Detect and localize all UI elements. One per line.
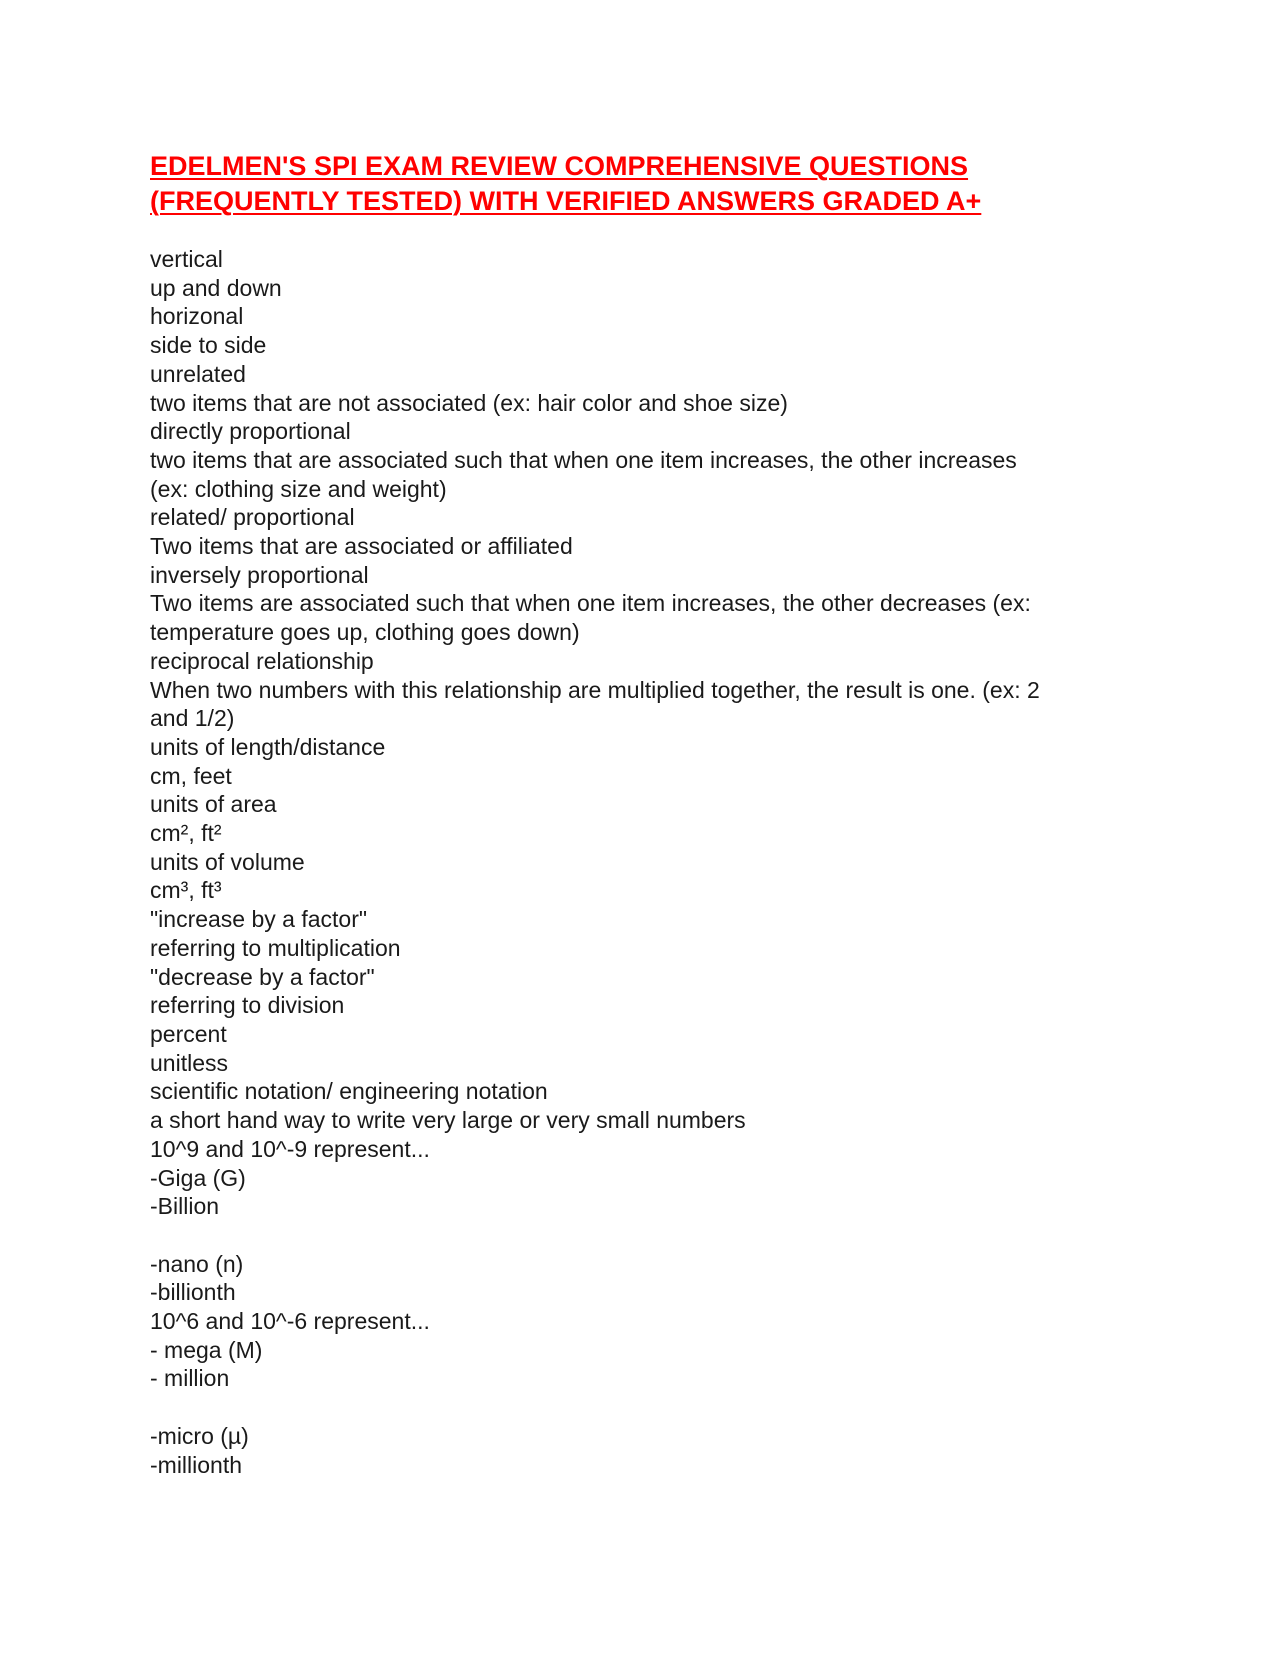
body-line: Two items that are associated or affiliated [150,533,573,560]
body-line: a short hand way to write very large or very small numbers [150,1107,746,1134]
body-line: two items that are not associated (ex: hair color and shoe size) [150,389,788,416]
body-line: units of length/distance [150,733,386,760]
body-line: units of volume [150,848,305,875]
body-line: - mega (M) [150,1336,263,1363]
body-line: inversely proportional [150,561,369,588]
blank-line [150,1393,1150,1422]
body-line: and 1/2) [150,705,235,732]
body-line: "decrease by a factor" [150,963,375,990]
body-line: (ex: clothing size and weight) [150,475,447,502]
body-line: When two numbers with this relationship are multiplied together, the result is one. (ex: 2 [150,676,1040,703]
body-line: percent [150,1020,227,1047]
body-line: -nano (n) [150,1250,244,1277]
blank-line [150,1221,1150,1250]
body-line: temperature goes up, clothing goes down) [150,619,580,646]
body-line: "increase by a factor" [150,906,368,933]
body-line: scientific notation/ engineering notation [150,1078,548,1105]
title-line-1: EDELMEN'S SPI EXAM REVIEW COMPREHENSIVE QUESTIONS [150,151,969,181]
document-title [150,149,1150,219]
body-line: unrelated [150,360,246,387]
body-line: referring to division [150,992,345,1019]
body-line: cm³, ft³ [150,877,222,904]
body-line: -Giga (G) [150,1164,246,1191]
body-line: horizonal [150,303,244,330]
body-line: unitless [150,1049,228,1076]
body-line: cm, feet [150,762,232,789]
body-line: -micro (µ) [150,1422,249,1449]
body-line: vertical [150,246,223,272]
title-line-2: (FREQUENTLY TESTED) WITH VERIFIED ANSWERS GRADED A+ [150,186,982,216]
body-line: 10^9 and 10^-9 represent... [150,1135,430,1162]
body-line: - million [150,1365,230,1392]
body-line: cm², ft² [150,820,222,847]
body-line: Two items are associated such that when one item increases, the other decreases (ex: [150,590,1031,617]
body-line: units of area [150,791,277,818]
body-line: two items that are associated such that when one item increases, the other increases [150,446,1017,473]
body-line: -millionth [150,1451,243,1478]
body-line: reciprocal relationship [150,647,374,674]
document-body [150,245,1150,1479]
body-line: directly proportional [150,418,351,445]
body-line: -Billion [150,1193,220,1220]
body-line: related/ proportional [150,504,355,531]
body-line: -billionth [150,1279,236,1306]
body-line: up and down [150,274,282,301]
body-line: referring to multiplication [150,934,401,961]
body-line: side to side [150,332,267,359]
body-line: 10^6 and 10^-6 represent... [150,1308,430,1334]
